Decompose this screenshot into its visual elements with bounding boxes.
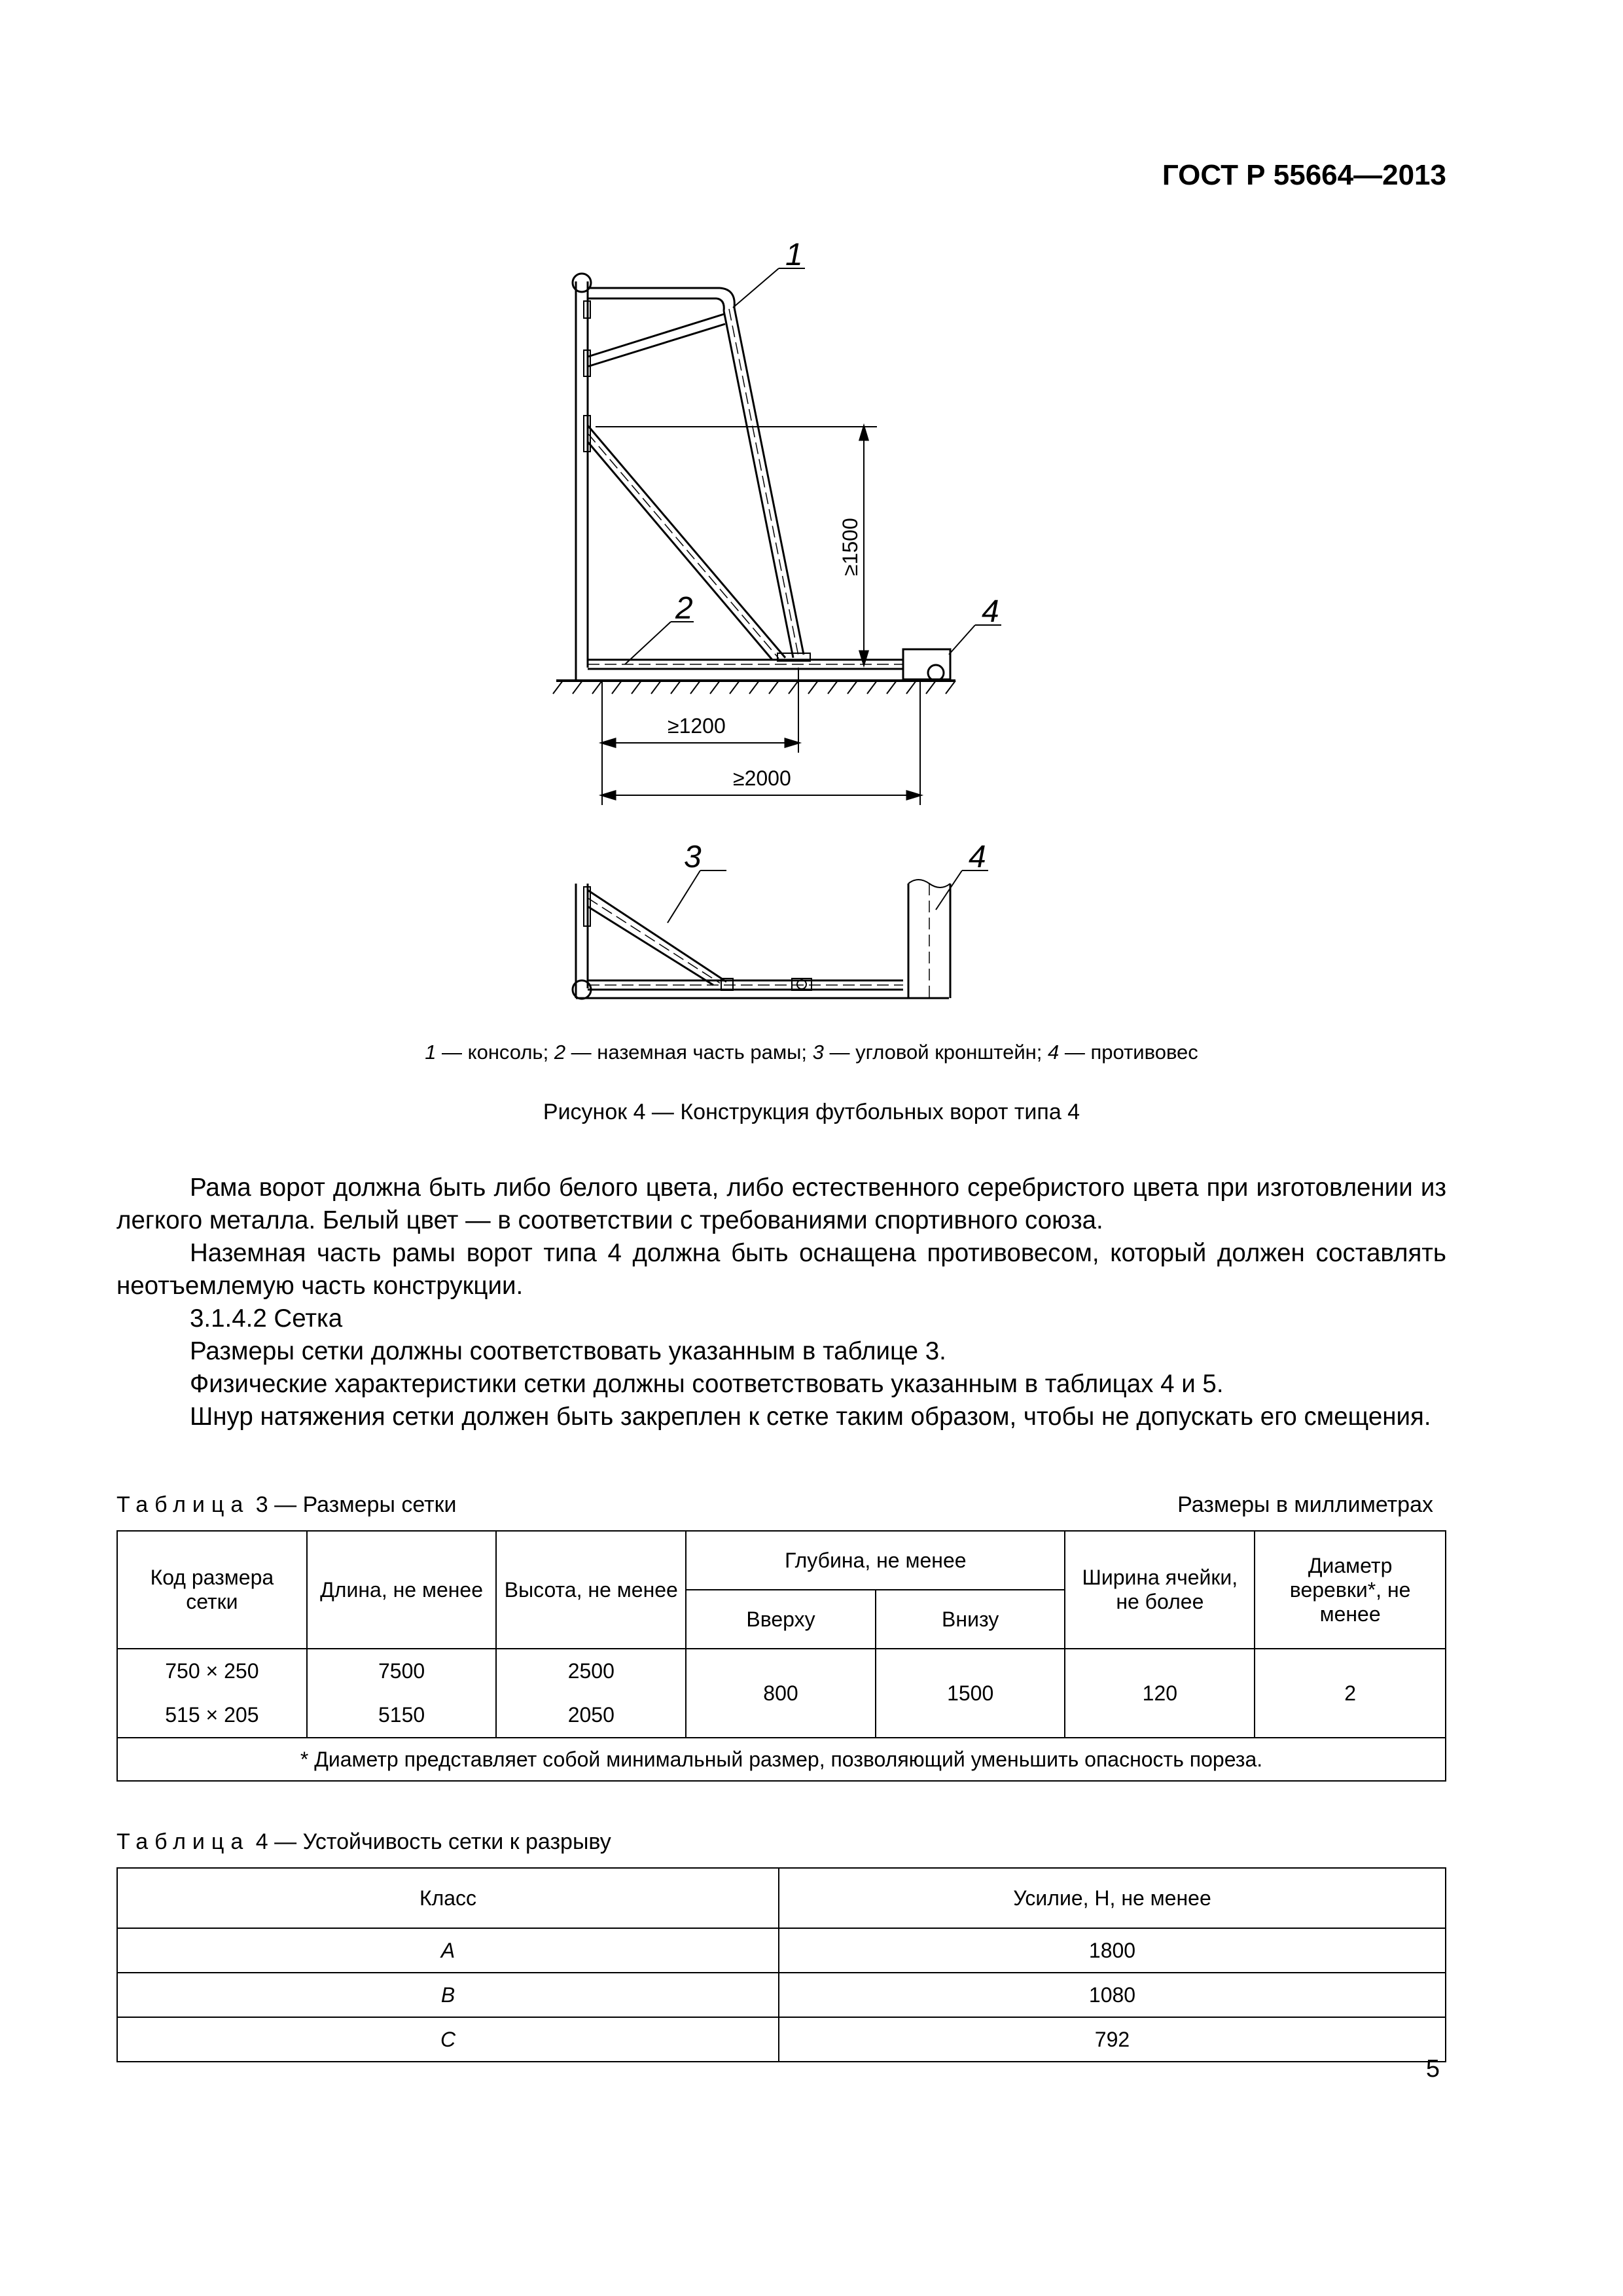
table-row — [117, 1973, 1446, 2017]
paragraph: Физические характеристики сетки должны соответствовать указанным в таблицах 4 и 5. — [190, 1370, 1224, 1398]
cell-class: B — [117, 1973, 779, 2017]
section-heading: 3.1.4.2 Сетка — [190, 1304, 343, 1333]
cell-code: 515 × 205 — [117, 1693, 307, 1738]
callout-2: 2 — [675, 591, 693, 626]
figure-legend — [0, 1041, 1623, 1064]
header-height: Высота, не менее — [496, 1531, 686, 1649]
cell-class: C — [117, 2017, 779, 2062]
header-class: Класс — [117, 1868, 779, 1928]
cell-force: 1800 — [779, 1928, 1446, 1973]
table-row — [117, 1928, 1446, 1973]
paragraph: Размеры сетки должны соответствовать указанным в таблице 3. — [190, 1337, 946, 1365]
cell-depth-bottom: 1500 — [876, 1649, 1065, 1738]
table4-number: 4 — [255, 1829, 268, 1854]
header-code: Код размера сетки — [117, 1531, 307, 1649]
dimension-total: ≥2000 — [733, 766, 791, 790]
dimension-bracket: ≥1200 — [668, 714, 726, 738]
cell-force: 792 — [779, 2017, 1446, 2062]
table3-title — [116, 1492, 457, 1518]
cell-force: 1080 — [779, 1973, 1446, 2017]
header-force: Усилие, Н, не менее — [779, 1868, 1446, 1928]
legend-num-4: 4 — [1048, 1041, 1060, 1064]
legend-num-3: 3 — [812, 1041, 824, 1064]
header-length: Длина, не менее — [307, 1531, 497, 1649]
legend-num-2: 2 — [554, 1041, 566, 1064]
legend-text-4: — противовес — [1059, 1041, 1198, 1064]
table3-number: 3 — [255, 1492, 268, 1517]
figure-caption: Рисунок 4 — Конструкция футбольных ворот типа 4 — [543, 1100, 1080, 1124]
legend-text-2: — наземная часть рамы; — [565, 1041, 813, 1064]
table3-units: Размеры в миллиметрах — [1177, 1492, 1433, 1517]
header-mesh: Ширина ячейки, не более — [1065, 1531, 1255, 1649]
table4-label: Таблица — [116, 1829, 250, 1854]
cell-length: 7500 — [307, 1649, 497, 1693]
header-depth-bottom: Внизу — [876, 1590, 1065, 1649]
table-row — [117, 2017, 1446, 2062]
callout-4: 4 — [982, 594, 999, 629]
header-depth-top: Вверху — [686, 1590, 876, 1649]
paragraph: Рама ворот должна быть либо белого цвета, либо естественного серебристого цвета при изготовлении из легкого металла. Белый цвет — в соответствии с требованиями спортивного союза. — [116, 1174, 1446, 1234]
body-text — [116, 1172, 1446, 1433]
document-code: ГОСТ Р 55664—2013 — [1162, 159, 1446, 191]
header-rope: Диаметр веревки*, не менее — [1255, 1531, 1446, 1649]
cell-height: 2500 — [496, 1649, 686, 1693]
table4 — [116, 1867, 1446, 2062]
page-number: 5 — [1425, 2055, 1440, 2083]
cell-mesh: 120 — [1065, 1649, 1255, 1738]
cell-height: 2050 — [496, 1693, 686, 1738]
table3-label: Таблица — [116, 1492, 250, 1517]
dimension-height: ≥1500 — [838, 518, 862, 576]
legend-text-3: — угловой кронштейн; — [823, 1041, 1048, 1064]
callout-3: 3 — [684, 844, 702, 874]
legend-text-1: — консоль; — [436, 1041, 554, 1064]
callout-4-plan: 4 — [969, 844, 986, 874]
legend-num-1: 1 — [425, 1041, 437, 1064]
table3-title-text: — Размеры сетки — [268, 1492, 457, 1517]
header-depth: Глубина, не менее — [686, 1531, 1065, 1590]
table4-title — [116, 1829, 611, 1855]
table-row — [117, 1649, 1446, 1693]
cell-code: 750 × 250 — [117, 1649, 307, 1693]
cell-depth-top: 800 — [686, 1649, 876, 1738]
goal-plan-view-drawing — [537, 844, 1047, 1014]
table4-title-text: — Устойчивость сетки к разрыву — [268, 1829, 611, 1854]
callout-1: 1 — [785, 238, 803, 272]
paragraph: Шнур натяжения сетки должен быть закреплен к сетке таким образом, чтобы не допускать его смещения. — [190, 1403, 1431, 1431]
table3-footnote: * Диаметр представляет собой минимальный размер, позволяющий уменьшить опасность пореза. — [117, 1738, 1446, 1781]
paragraph: Наземная часть рамы ворот типа 4 должна быть оснащена противовесом, который должен составлять неотъемлемую часть конструкции. — [116, 1239, 1446, 1300]
cell-class: A — [117, 1928, 779, 1973]
goal-side-view-drawing — [537, 236, 1047, 825]
table3 — [116, 1530, 1446, 1782]
cell-rope: 2 — [1255, 1649, 1446, 1738]
cell-length: 5150 — [307, 1693, 497, 1738]
